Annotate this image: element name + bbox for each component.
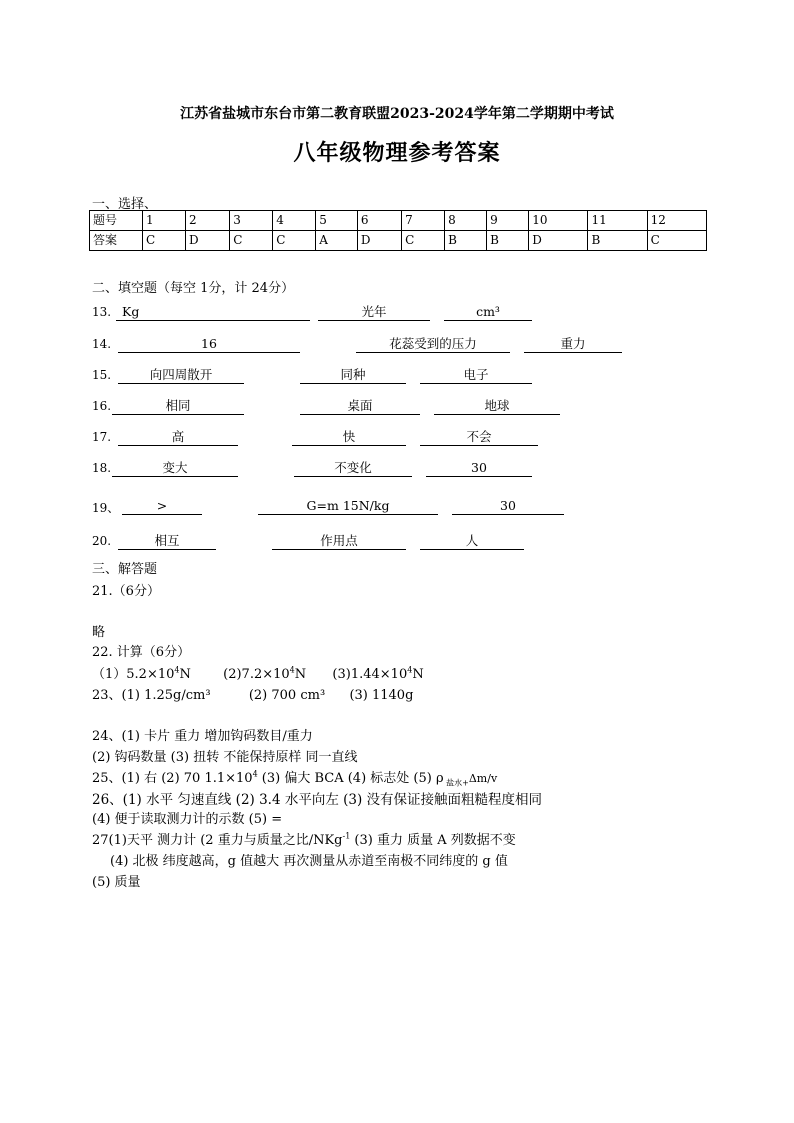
answer-cell: C — [273, 231, 316, 251]
blank-16-1: 相同 — [112, 397, 244, 415]
blank-13-2: 光年 — [318, 303, 430, 321]
blank-17-1: 高 — [118, 428, 238, 446]
question-number: 8 — [445, 211, 487, 231]
blank-19-2: G=m 15N/kg — [258, 497, 438, 515]
blank-13-3: cm³ — [444, 303, 532, 321]
blank-16-2: 桌面 — [300, 397, 420, 415]
question-20-number: 20. — [92, 534, 112, 548]
question-26-line-2: (4) 便于读取测力计的示数 (5) = — [92, 812, 283, 827]
blank-20-2: 作用点 — [272, 532, 406, 550]
answer-cell: D — [186, 231, 230, 251]
q25-part-1: 25、(1) 右 (2) 70 1.1×10 — [92, 771, 253, 786]
answer-cell: C — [230, 231, 273, 251]
question-number: 7 — [402, 211, 445, 231]
blank-20-3: 人 — [420, 532, 524, 550]
question-number: 12 — [647, 211, 706, 231]
question-16-number: 16. — [92, 399, 112, 413]
table-row — [90, 211, 707, 231]
q23-answer-1: 23、(1) 1.25g/cm³ — [92, 688, 211, 703]
question-number: 3 — [230, 211, 273, 231]
q23-answer-2: (2) 700 cm³ — [248, 688, 326, 703]
question-13-number: 13. — [92, 305, 112, 319]
question-number: 6 — [357, 211, 401, 231]
question-17-number: 17. — [92, 430, 112, 444]
q22-answer-1: （1）5.2×10 — [92, 667, 175, 682]
blank-15-2: 同种 — [300, 366, 406, 384]
q27-part-1: 27(1)天平 测力计 (2 重力与质量之比/NKg — [92, 833, 343, 848]
q25-exp: 4 — [252, 769, 258, 779]
answer-cell: A — [316, 231, 358, 251]
blank-19-1: > — [122, 497, 202, 515]
question-number: 5 — [316, 211, 358, 231]
question-26-line-1: 26、(1) 水平 匀速直线 (2) 3.4 水平向左 (3) 没有保证接触面粗糙程度相同 — [92, 792, 543, 808]
table-row — [90, 231, 707, 251]
q22-answer-2-exp: 4 — [289, 665, 295, 675]
question-24-line-1: 24、(1) 卡片 重力 增加钩码数目/重力 — [92, 729, 313, 744]
q25-part-3: Δm/v — [468, 772, 498, 785]
answer-cell: D — [529, 231, 588, 251]
q22-answer-3-exp: 4 — [407, 665, 413, 675]
question-21: 21.（6分） — [92, 584, 160, 599]
blank-18-1: 变大 — [112, 459, 238, 477]
blank-18-3: 30 — [426, 459, 532, 477]
choice-answer-table — [89, 210, 707, 251]
question-15-number: 15. — [92, 368, 112, 382]
blank-20-1: 相互 — [118, 532, 216, 550]
q22-answer-1-exp: 4 — [174, 665, 180, 675]
question-number: 2 — [186, 211, 230, 231]
q22-answer-2-unit: N — [294, 667, 307, 682]
question-18-number: 18. — [92, 461, 112, 475]
q27-part-2: (3) 重力 质量 A 列数据不变 — [350, 833, 516, 848]
blank-14-3: 重力 — [524, 335, 622, 353]
answer-cell: C — [647, 231, 706, 251]
section-2-title: 二、填空题（每空 1分，计 24分） — [92, 281, 295, 296]
question-number: 1 — [143, 211, 186, 231]
answer-cell: B — [588, 231, 647, 251]
section-1-title: 一、选择、 — [92, 197, 158, 212]
question-21-answer: 略 — [92, 625, 106, 640]
q25-sub: 盐水+ — [443, 778, 469, 788]
question-number: 9 — [487, 211, 529, 231]
question-number: 10 — [529, 211, 588, 231]
blank-19-3: 30 — [452, 497, 564, 515]
q25-part-2: (3) 偏大 BCA (4) 标志处 (5) ρ — [257, 771, 444, 786]
question-number: 4 — [273, 211, 316, 231]
section-3-title: 三、解答题 — [92, 562, 158, 577]
answer-cell: B — [445, 231, 487, 251]
q27-exp: -1 — [342, 831, 351, 841]
question-22-answers — [92, 663, 424, 682]
blank-15-3: 电子 — [420, 366, 532, 384]
blank-17-2: 快 — [292, 428, 406, 446]
blank-15-1: 向四周散开 — [118, 366, 244, 384]
answer-cell: C — [402, 231, 445, 251]
blank-18-2: 不变化 — [294, 459, 412, 477]
q22-answer-2: (2)7.2×10 — [223, 667, 290, 682]
exam-title: 江苏省盐城市东台市第二教育联盟2023-2024学年第二学期期中考试 — [180, 106, 614, 122]
q23-answer-3: (3) 1140g — [349, 688, 414, 703]
answer-key-title: 八年级物理参考答案 — [293, 140, 501, 166]
answer-cell: C — [143, 231, 186, 251]
row-label-question: 题号 — [90, 211, 143, 231]
answer-cell: D — [357, 231, 401, 251]
q22-answer-1-unit: N — [179, 667, 191, 682]
q22-answer-3-unit: N — [412, 667, 424, 682]
blank-16-3: 地球 — [434, 397, 560, 415]
question-14-number: 14. — [92, 337, 112, 351]
question-25-line — [92, 767, 497, 789]
question-19-number: 19、 — [92, 501, 120, 515]
question-23-answers — [92, 684, 413, 703]
q22-answer-3: (3)1.44×10 — [332, 667, 408, 682]
question-22: 22. 计算（6分） — [92, 645, 191, 660]
answer-cell: B — [487, 231, 529, 251]
question-24-line-2: (2) 钩码数量 (3) 扭转 不能保持原样 同一直线 — [92, 750, 358, 765]
row-label-answer: 答案 — [90, 231, 143, 251]
question-27-line-1 — [92, 829, 516, 848]
question-27-line-2: (4) 北极 纬度越高，g 值越大 再次测量从赤道至南极不同纬度的 g 值 — [110, 854, 508, 869]
question-27-line-3: (5) 质量 — [92, 875, 141, 890]
blank-14-1: 16 — [118, 335, 300, 353]
blank-13-1: Kg — [116, 303, 310, 321]
blank-14-2: 花蕊受到的压力 — [356, 335, 510, 353]
blank-17-3: 不会 — [420, 428, 538, 446]
question-number: 11 — [588, 211, 647, 231]
